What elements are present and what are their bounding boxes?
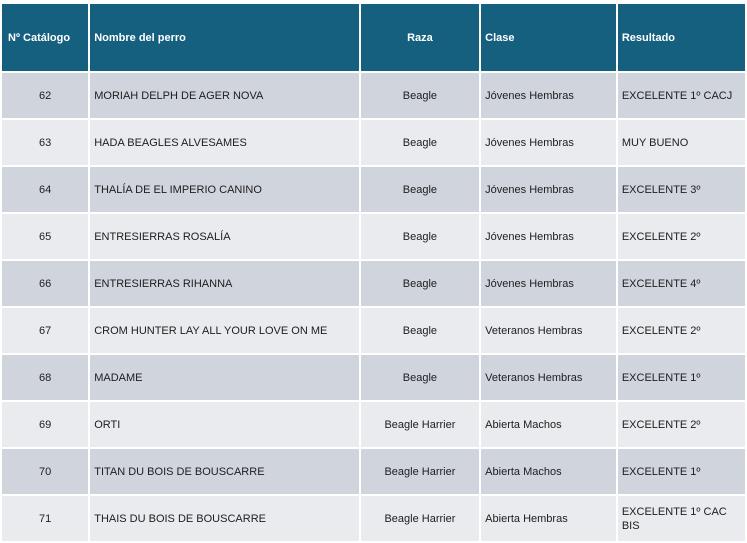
- cell-clase: Abierta Machos: [480, 401, 617, 448]
- cell-raza: Beagle: [360, 260, 481, 307]
- table-row: [1, 119, 746, 166]
- table-row: [1, 495, 746, 542]
- cell-catalogo: 65: [1, 213, 89, 260]
- table-row: [1, 260, 746, 307]
- cell-raza: Beagle Harrier: [360, 495, 481, 542]
- header-nombre: Nombre del perro: [89, 3, 359, 72]
- table-row: [1, 354, 746, 401]
- cell-catalogo: 71: [1, 495, 89, 542]
- header-row: [1, 3, 746, 72]
- cell-raza: Beagle: [360, 354, 481, 401]
- header-raza: Raza: [360, 3, 481, 72]
- cell-resultado: EXCELENTE 4º: [617, 260, 746, 307]
- table-row: [1, 448, 746, 495]
- cell-nombre: HADA BEAGLES ALVESAMES: [89, 119, 359, 166]
- cell-clase: Jóvenes Hembras: [480, 260, 617, 307]
- cell-nombre: CROM HUNTER LAY ALL YOUR LOVE ON ME: [89, 307, 359, 354]
- cell-nombre: MORIAH DELPH DE AGER NOVA: [89, 72, 359, 119]
- table-row: [1, 401, 746, 448]
- cell-catalogo: 66: [1, 260, 89, 307]
- header-clase: Clase: [480, 3, 617, 72]
- cell-resultado: EXCELENTE 2º: [617, 401, 746, 448]
- cell-resultado: EXCELENTE 3º: [617, 166, 746, 213]
- results-table: [0, 2, 747, 543]
- cell-nombre: ENTRESIERRAS RIHANNA: [89, 260, 359, 307]
- cell-raza: Beagle: [360, 213, 481, 260]
- cell-clase: Veteranos Hembras: [480, 354, 617, 401]
- cell-clase: Jóvenes Hembras: [480, 213, 617, 260]
- cell-catalogo: 69: [1, 401, 89, 448]
- cell-clase: Abierta Hembras: [480, 495, 617, 542]
- cell-nombre: ORTI: [89, 401, 359, 448]
- cell-catalogo: 63: [1, 119, 89, 166]
- cell-clase: Jóvenes Hembras: [480, 166, 617, 213]
- header-resultado: Resultado: [617, 3, 746, 72]
- cell-catalogo: 68: [1, 354, 89, 401]
- cell-catalogo: 67: [1, 307, 89, 354]
- cell-raza: Beagle: [360, 307, 481, 354]
- cell-clase: Abierta Machos: [480, 448, 617, 495]
- cell-nombre: THAIS DU BOIS DE BOUSCARRE: [89, 495, 359, 542]
- cell-raza: Beagle: [360, 166, 481, 213]
- cell-catalogo: 70: [1, 448, 89, 495]
- cell-clase: Jóvenes Hembras: [480, 72, 617, 119]
- cell-raza: Beagle: [360, 119, 481, 166]
- table-body: [1, 72, 746, 542]
- cell-resultado: MUY BUENO: [617, 119, 746, 166]
- cell-nombre: ENTRESIERRAS ROSALÍA: [89, 213, 359, 260]
- table-row: [1, 307, 746, 354]
- table-row: [1, 166, 746, 213]
- cell-catalogo: 62: [1, 72, 89, 119]
- cell-clase: Veteranos Hembras: [480, 307, 617, 354]
- cell-resultado: EXCELENTE 1º: [617, 448, 746, 495]
- cell-nombre: MADAME: [89, 354, 359, 401]
- cell-raza: Beagle Harrier: [360, 401, 481, 448]
- cell-resultado: EXCELENTE 2º: [617, 213, 746, 260]
- header-catalogo: Nº Catálogo: [1, 3, 89, 72]
- cell-raza: Beagle Harrier: [360, 448, 481, 495]
- cell-resultado: EXCELENTE 2º: [617, 307, 746, 354]
- cell-resultado: EXCELENTE 1º CACJ: [617, 72, 746, 119]
- cell-raza: Beagle: [360, 72, 481, 119]
- table-row: [1, 72, 746, 119]
- cell-catalogo: 64: [1, 166, 89, 213]
- cell-resultado: EXCELENTE 1º CAC BIS: [617, 495, 746, 542]
- table-row: [1, 213, 746, 260]
- cell-resultado: EXCELENTE 1º: [617, 354, 746, 401]
- cell-nombre: THALÍA DE EL IMPERIO CANINO: [89, 166, 359, 213]
- cell-nombre: TITAN DU BOIS DE BOUSCARRE: [89, 448, 359, 495]
- cell-clase: Jóvenes Hembras: [480, 119, 617, 166]
